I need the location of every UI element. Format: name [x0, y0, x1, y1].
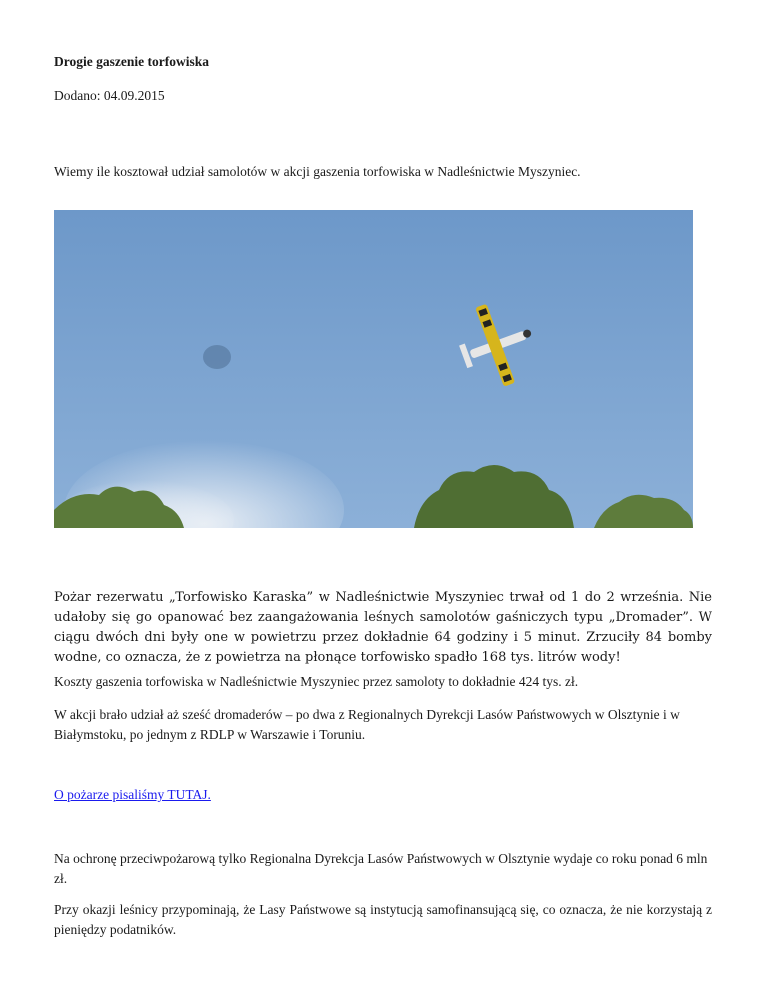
- photo-illustration: [54, 210, 693, 528]
- publish-date: Dodano: 04.09.2015: [54, 88, 165, 103]
- article-lead: Wiemy ile kosztował udział samolotów w akcji gaszenia torfowiska w Nadleśnictwie Myszyniec.: [54, 164, 581, 179]
- paragraph-4: Na ochronę przeciwpożarową tylko Regionalna Dyrekcja Lasów Państwowych w Olsztynie wydaje co roku ponad 6 mln zł.: [54, 851, 708, 886]
- paragraph-2: Koszty gaszenia torfowiska w Nadleśnictwie Myszyniec przez samoloty to dokładnie 424 tys. zł.: [54, 674, 579, 689]
- paragraph-1: Pożar rezerwatu „Torfowisko Karaska” w Nadleśnictwie Myszyniec trwał od 1 do 2 września. Nie udałoby się go opanować bez zaangażowania leśnych samolotów gaśniczych typu „Dromader”. W ciągu dwóch dni były one w powietrzu przez dokładnie 64 godziny i 5 minut. Zrzuciły 84 bomby wodne, co oznacza, że z powietrza na płonące torfowisko spadło 168 tys. litrów wody!: [54, 590, 712, 665]
- article-photo-airplane: [54, 210, 693, 528]
- article-title: Drogie gaszenie torfowiska: [54, 54, 209, 69]
- paragraph-5: Przy okazji leśnicy przypominają, że Lasy Państwowe są instytucją samofinansującą się, co oznacza, że nie korzystają z pieniędzy podatników.: [54, 902, 712, 937]
- article-link-tutaj[interactable]: O pożarze pisaliśmy TUTAJ.: [54, 787, 211, 802]
- paragraph-3: W akcji brało udział aż sześć dromaderów – po dwa z Regionalnych Dyrekcji Lasów Państwowych w Olsztynie i w Białymstoku, po jednym z RDLP w Warszawie i Toruniu.: [54, 707, 680, 742]
